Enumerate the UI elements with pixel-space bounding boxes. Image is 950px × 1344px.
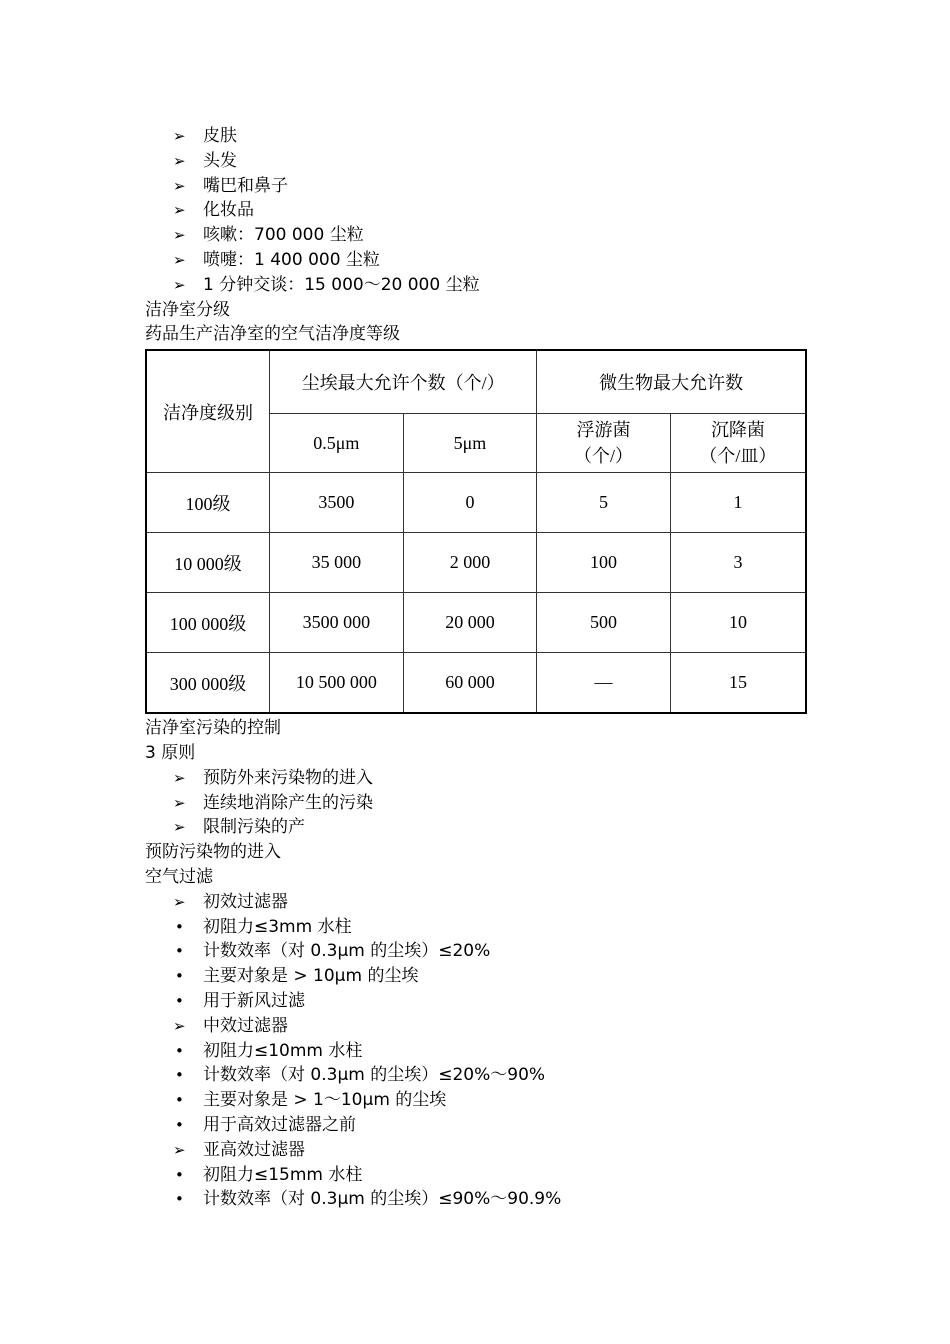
- section-heading: 洁净室分级: [145, 299, 230, 320]
- bullet-list-contamination-sources: [145, 124, 825, 298]
- table-cell: 500: [537, 593, 671, 653]
- list-item-text: 初阻力≤15mm 水柱: [203, 1164, 363, 1185]
- arrow-bullet-icon: ➢: [173, 892, 186, 911]
- header-microbe: 微生物最大允许数: [537, 350, 806, 414]
- list-item: [145, 273, 825, 298]
- dot-bullet-icon: •: [175, 991, 184, 1010]
- header-line: 浮游菌: [576, 420, 631, 441]
- section-heading: 洁净室污染的控制: [145, 718, 281, 739]
- list-item-text: 用于新风过滤: [203, 990, 305, 1011]
- list-item-text: 初阻力≤3mm 水柱: [203, 916, 352, 937]
- bullet-list-principles: [145, 766, 825, 840]
- header-floating-bacteria: [537, 414, 671, 473]
- list-item: [145, 1014, 825, 1039]
- header-grade: 洁净度级别: [146, 350, 270, 473]
- section-heading: 3 原则: [145, 742, 196, 763]
- section-heading: 预防污染物的进入: [145, 842, 281, 863]
- list-item: [145, 815, 825, 840]
- list-item-text: 主要对象是 > 1～10μm 的尘埃: [203, 1090, 447, 1111]
- list-item-text: 预防外来污染物的进入: [203, 767, 373, 788]
- table-cell: 20 000: [403, 593, 537, 653]
- dot-bullet-icon: •: [175, 1190, 184, 1209]
- arrow-bullet-icon: ➢: [173, 1140, 186, 1159]
- list-item: [145, 1088, 825, 1113]
- list-item-text: 喷嚏：1 400 000 尘粒: [203, 249, 380, 270]
- header-line: 沉降菌: [710, 420, 765, 441]
- table-cell: 10: [670, 593, 806, 653]
- arrow-bullet-icon: ➢: [173, 1016, 186, 1035]
- list-item-text: 计数效率（对 0.3μm 的尘埃）≤20%: [203, 941, 491, 962]
- arrow-bullet-icon: ➢: [173, 768, 186, 787]
- dot-bullet-icon: •: [175, 967, 184, 986]
- table-cell: 60 000: [403, 653, 537, 714]
- cleanliness-grade-table: [145, 349, 807, 714]
- list-item-text: 嘴巴和鼻子: [203, 175, 288, 196]
- table-row: [146, 593, 806, 653]
- arrow-bullet-icon: ➢: [173, 793, 186, 812]
- list-item: [145, 766, 825, 791]
- list-item: [145, 939, 825, 964]
- list-item-text: 咳嗽：700 000 尘粒: [203, 225, 364, 246]
- list-item-text: 化妆品: [203, 200, 254, 221]
- list-item: [145, 248, 825, 273]
- table-cell: 1: [670, 473, 806, 533]
- table-cell: 3: [670, 533, 806, 593]
- header-0-5um: 0.5μm: [270, 414, 404, 473]
- list-item: [145, 124, 825, 149]
- dot-bullet-icon: •: [175, 942, 184, 961]
- list-item-text: 头发: [203, 150, 237, 171]
- table-cell: 15: [670, 653, 806, 714]
- arrow-bullet-icon: ➢: [173, 226, 186, 245]
- header-5um: 5μm: [403, 414, 537, 473]
- table-cell: 100 000级: [146, 593, 270, 653]
- list-item: [145, 1187, 825, 1212]
- table-cell: 10 500 000: [270, 653, 404, 714]
- list-item-text: 1 分钟交谈：15 000～20 000 尘粒: [203, 274, 480, 295]
- list-item-text: 主要对象是 > 10μm 的尘埃: [203, 966, 419, 987]
- bullet-list-filters: [145, 890, 825, 1212]
- header-line: （个/）: [574, 446, 634, 467]
- list-item-text: 计数效率（对 0.3μm 的尘埃）≤20%～90%: [203, 1065, 546, 1086]
- table-row: [146, 533, 806, 593]
- list-item: [145, 198, 825, 223]
- list-item-text: 初效过滤器: [203, 891, 288, 912]
- header-settling-bacteria: [670, 414, 806, 473]
- list-item-text: 中效过滤器: [203, 1015, 288, 1036]
- table-cell: 35 000: [270, 533, 404, 593]
- list-item: [145, 1113, 825, 1138]
- dot-bullet-icon: •: [175, 1115, 184, 1134]
- arrow-bullet-icon: ➢: [173, 176, 186, 195]
- section-heading: 空气过滤: [145, 866, 213, 887]
- dot-bullet-icon: •: [175, 1165, 184, 1184]
- arrow-bullet-icon: ➢: [173, 151, 186, 170]
- table-cell: 3500 000: [270, 593, 404, 653]
- table-cell: —: [537, 653, 671, 714]
- list-item: [145, 174, 825, 199]
- list-item: [145, 1138, 825, 1163]
- arrow-bullet-icon: ➢: [173, 127, 186, 145]
- table-cell: 3500: [270, 473, 404, 533]
- list-item: [145, 1063, 825, 1088]
- list-item: [145, 915, 825, 940]
- header-line: （个/皿）: [699, 446, 777, 467]
- dot-bullet-icon: •: [175, 1041, 184, 1060]
- list-item-text: 连续地消除产生的污染: [203, 792, 373, 813]
- dot-bullet-icon: •: [175, 1066, 184, 1085]
- table-cell: 100级: [146, 473, 270, 533]
- list-item-text: 用于高效过滤器之前: [203, 1114, 356, 1135]
- arrow-bullet-icon: ➢: [173, 275, 186, 294]
- table-caption: 药品生产洁净室的空气洁净度等级: [145, 324, 400, 345]
- arrow-bullet-icon: ➢: [173, 250, 186, 269]
- list-item: [145, 223, 825, 248]
- header-dust: 尘埃最大允许个数（个/）: [270, 350, 537, 414]
- table-cell: 10 000级: [146, 533, 270, 593]
- dot-bullet-icon: •: [175, 1091, 184, 1110]
- list-item-text: 计数效率（对 0.3μm 的尘埃）≤90%～90.9%: [203, 1189, 562, 1210]
- table-cell: 300 000级: [146, 653, 270, 714]
- table-cell: 5: [537, 473, 671, 533]
- list-item: [145, 1039, 825, 1064]
- table-cell: 2 000: [403, 533, 537, 593]
- list-item: [145, 890, 825, 915]
- table-cell: 100: [537, 533, 671, 593]
- table-cell: 0: [403, 473, 537, 533]
- list-item: [145, 149, 825, 174]
- list-item-text: 皮肤: [203, 126, 237, 146]
- list-item: [145, 989, 825, 1014]
- list-item-text: 限制污染的产: [203, 817, 305, 838]
- arrow-bullet-icon: ➢: [173, 201, 186, 220]
- list-item: [145, 964, 825, 989]
- list-item-text: 亚高效过滤器: [203, 1139, 305, 1160]
- list-item: [145, 791, 825, 816]
- dot-bullet-icon: •: [175, 917, 184, 936]
- table-row: [146, 653, 806, 714]
- list-item: [145, 1163, 825, 1188]
- table-row: [146, 473, 806, 533]
- arrow-bullet-icon: ➢: [173, 818, 186, 837]
- list-item-text: 初阻力≤10mm 水柱: [203, 1040, 363, 1061]
- document-page: [145, 124, 825, 1212]
